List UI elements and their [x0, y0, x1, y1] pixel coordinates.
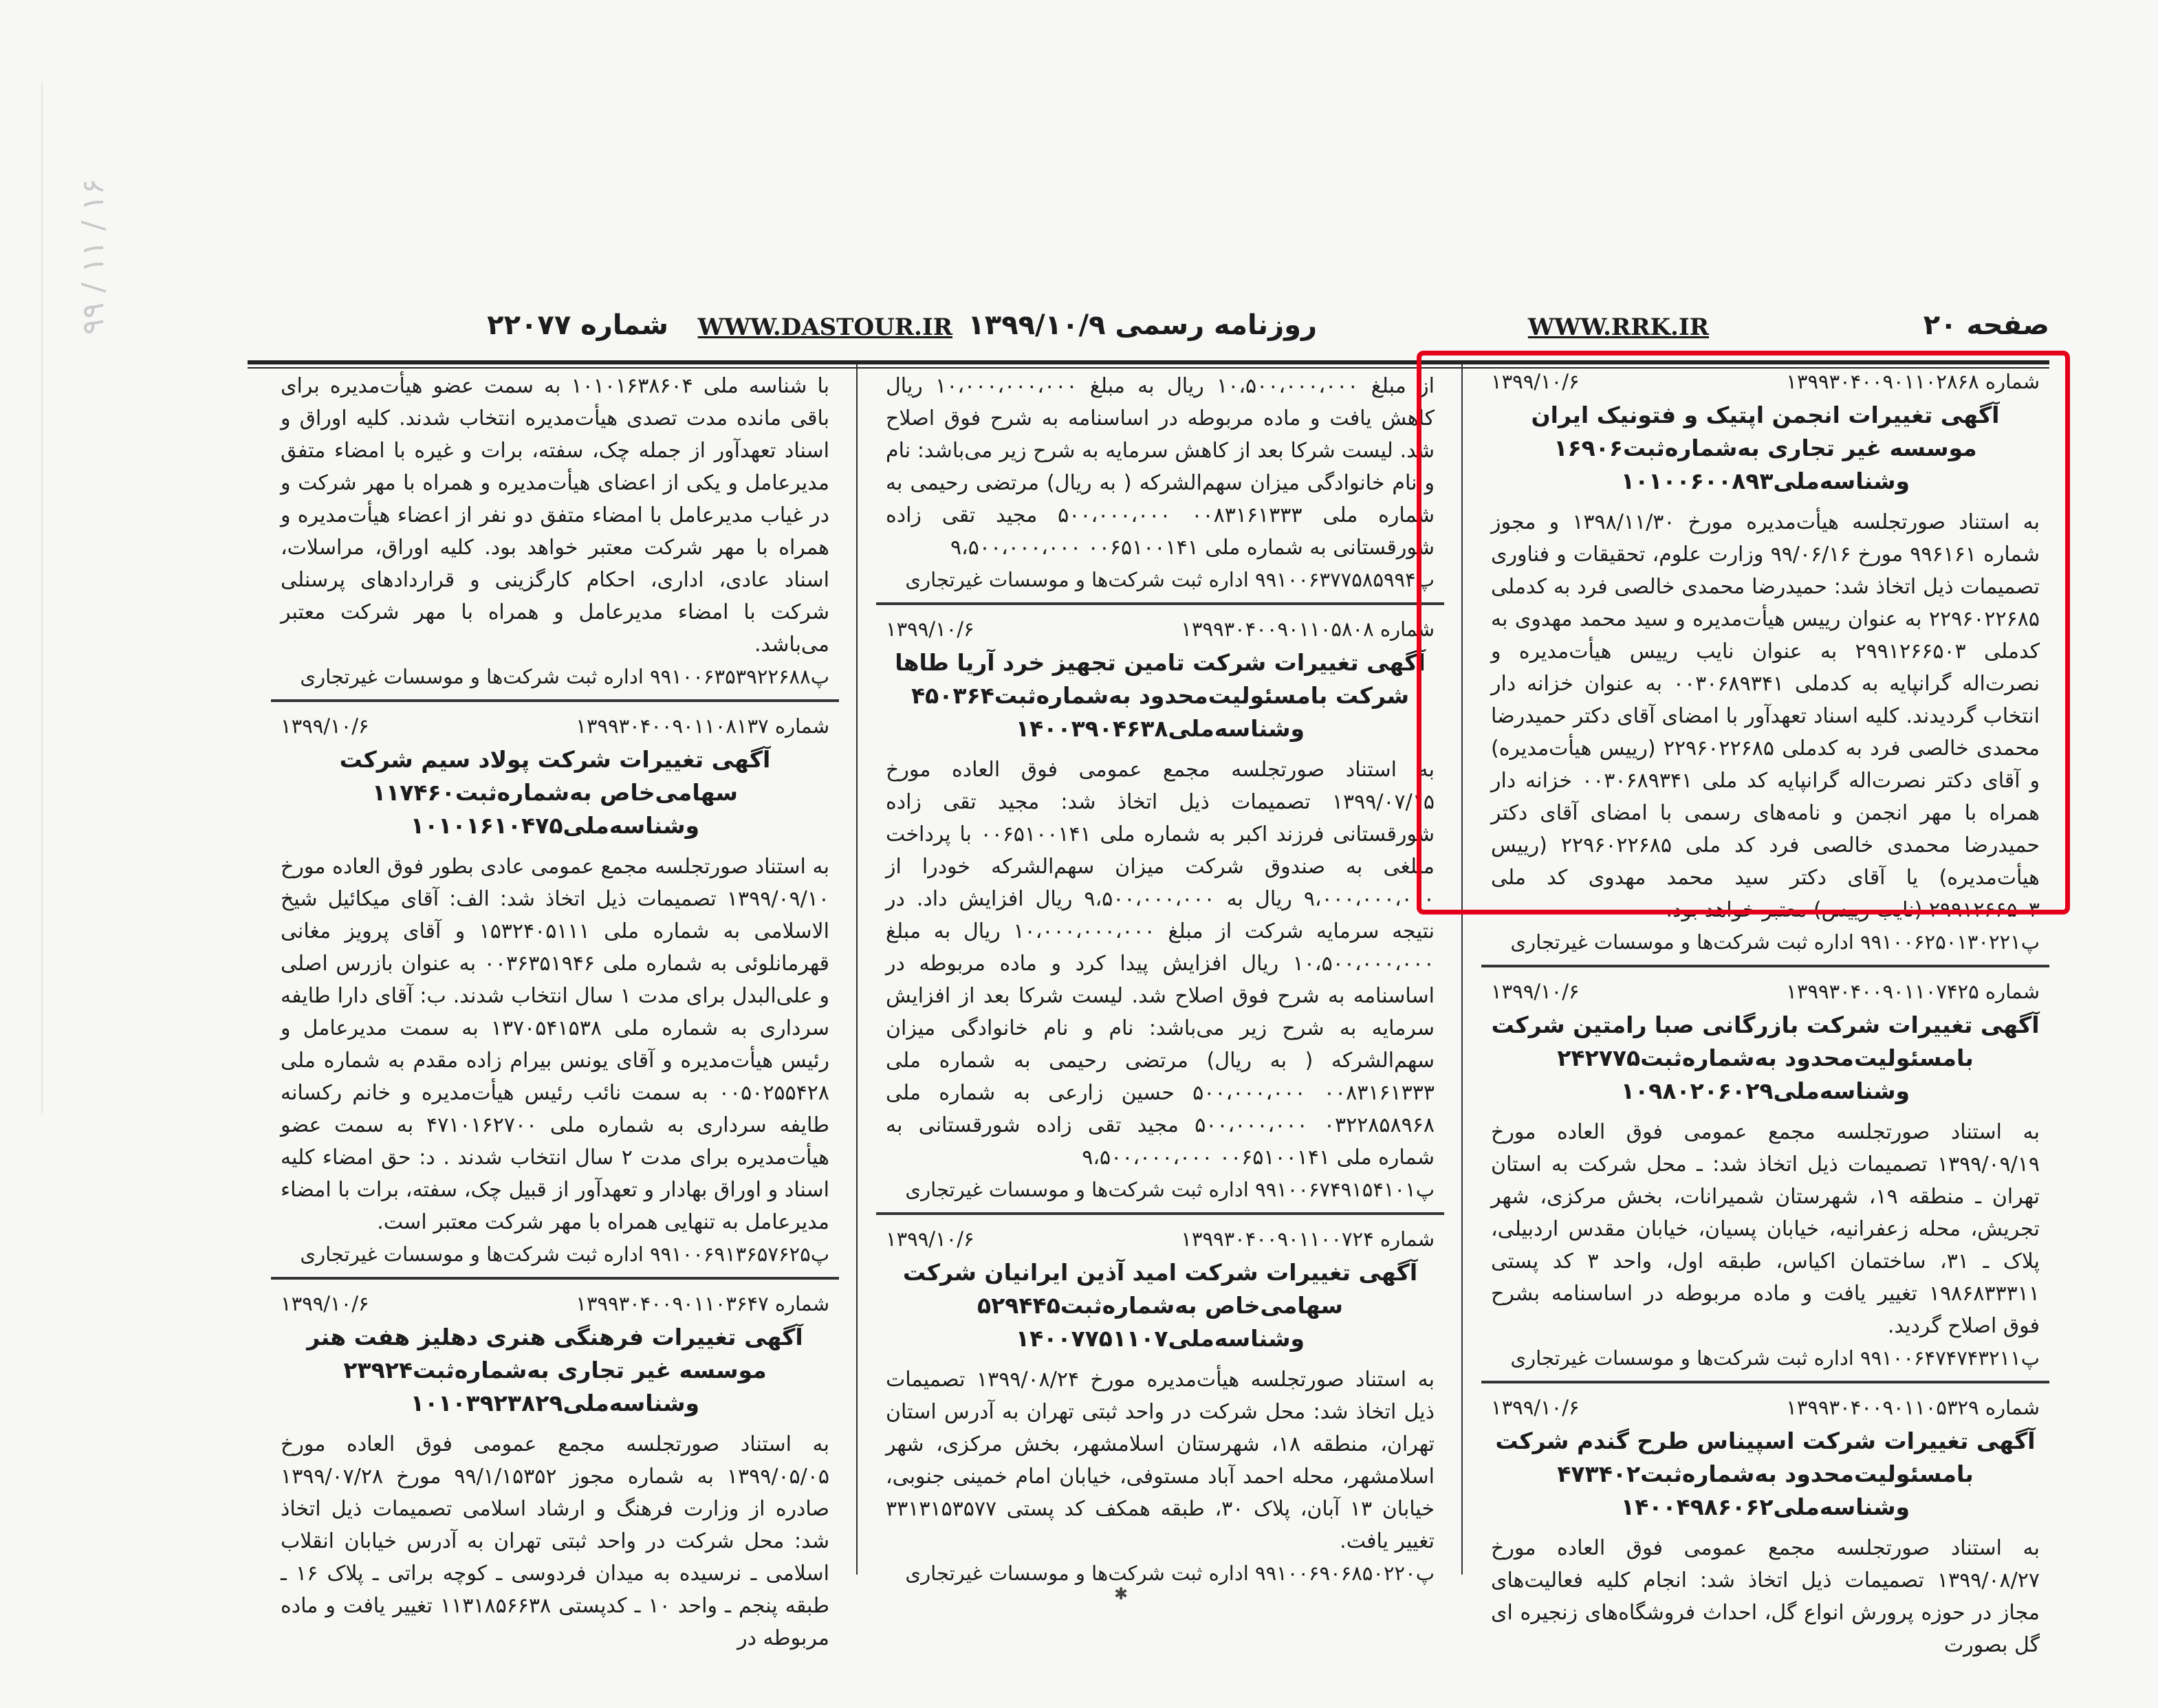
notice-number: شماره ۱۳۹۹۳۰۴۰۰۹۰۱۱۰۳۶۴۷	[576, 1292, 829, 1315]
page-number: صفحه ۲۰	[1923, 309, 2049, 341]
star-mark: ✱	[1114, 1584, 1129, 1603]
notice-body: به استناد صورتجلسه هیأت‌مدیره مورخ ۱۳۹۹/۰۸/۲۴ تصمیمات ذیل اتخاذ شد: محل شرکت در واحد ثبتی تهران به آدرس استان تهران، منطقه ۱۸، شهرستان اسلامشهر، بخش مرکزی، شهر اسلامشهر، محله احمد آباد مستوفی، خیابان امام خمینی جنوبی، خیابان ۱۳ آبان، پلاک ۳۰، طبقه همکف کد پستی ۳۳۱۳۱۵۳۵۷۷ تغییر یافت.	[886, 1368, 1435, 1553]
notice-continued	[876, 364, 1444, 598]
notice-meta	[281, 714, 829, 738]
notice-body: به استناد صورتجلسه مجمع عمومی فوق العاده مورخ ۱۳۹۹/۰۵/۰۵ به شماره مجوز ۹۹/۱/۱۵۳۵۲ مورخ ۱۳۹۹/۰۷/۲۸ صادره از وزارت فرهنگ و ارشاد اسلامی تصمیمات ذیل اتخاذ شد: محل شرکت در واحد ثبتی تهران به آدرس خیابان انقلاب اسلامی ـ نرسیده به میدان فردوسی ـ کوچه براتی ـ پلاک ۱۶ ـ طبقه پنجم ـ واحد ۱۰ ـ کدپستی ۱۱۳۱۸۵۶۶۳۸ تغییر یافت و ماده مربوطه در	[281, 1432, 830, 1650]
notice-number: شماره ۱۳۹۹۳۰۴۰۰۹۰۱۱۰۰۷۲۴	[1181, 1227, 1435, 1251]
notice-footer: پ۹۹۱۰۰۶۲۵۰۱۳۰۲۲۱ اداره ثبت شرکت‌ها و موسسات غیرتجاری	[1510, 930, 2040, 954]
notice-body: از مبلغ ۱۰،۵۰۰،۰۰۰،۰۰۰ ریال به مبلغ ۱۰،۰۰۰،۰۰۰،۰۰۰ ریال کاهش یافت و ماده مربوطه در اساسنامه به شرح فوق اصلاح شد. لیست شرکا بعد از کاهش سرمایه به شرح زیر می‌باشد: نام و نام خانوادگی میزان سهم‌الشرکه ( به ریال) مرتضی رحیمی به شماره ملی ۰۰۸۳۱۶۱۳۳۳ ۵۰۰،۰۰۰،۰۰۰ مجید تقی زاده شورقستانی به شماره ملی ۰۰۶۵۱۰۰۱۴۱ ۹،۵۰۰،۰۰۰،۰۰۰	[886, 374, 1435, 560]
handwritten-margin-note: ۱۶ / ۱۱ / ۹۹	[76, 179, 111, 336]
notice-footer: پ۹۹۱۰۰۶۹۰۶۸۵۰۲۲۰ اداره ثبت شرکت‌ها و موسسات غیرتجاری	[905, 1562, 1435, 1585]
notice-title: آگهی تغییرات شرکت تامین تجهیز خرد آریا طاها شرکت بامسئولیت‌محدود به‌شماره‌ثبت۴۵۰۳۶۴ وشناسه‌ملی۱۴۰۰۳۹۰۴۶۳۸	[895, 649, 1426, 742]
notice-title: آگهی تغییرات انجمن اپتیک و فتونیک ایران موسسه غیر تجاری به‌شماره‌ثبت۱۶۹۰۶ وشناسه‌ملی۱۰۱۰۰۶۰۰۸۹۳	[1531, 402, 2000, 494]
notice	[876, 602, 1444, 1208]
column-2	[876, 364, 1444, 1588]
notice-title: آگهی تغییرات شرکت امید آذین ایرانیان شرکت سهامی‌خاص به‌شماره‌ثبت۵۲۹۴۴۵ وشناسه‌ملی۱۴۰۰۷۷۵۱۱۰۷	[902, 1259, 1418, 1352]
notice-footer: پ۹۹۱۰۰۶۹۱۳۶۵۷۶۲۵ اداره ثبت شرکت‌ها و موسسات غیرتجاری	[300, 1242, 829, 1266]
notice-body: با شناسه ملی ۱۰۱۰۱۶۳۸۶۰۴ به سمت عضو هیأت‌مدیره برای باقی مانده مدت تصدی هیأت‌مدیره انتخاب شدند. کلیه اوراق و اسناد تعهدآور از جمله چک، سفته، برات و غیره با امضاء متفق مدیرعامل و یکی از اعضای هیأت‌مدیره و همراه با مهر شرکت و در غیاب مدیرعامل با امضاء متفق دو نفر از اعضاء هیأت‌مدیره و همراه با مهر شرکت معتبر خواهد بود. کلیه اوراق، مراسلات، اسناد عادی، اداری، احکام کارگزینی و قراردادهای پرسنلی شرکت با امضاء مدیرعامل و همراه با مهر شرکت معتبر می‌باشد.	[281, 374, 829, 657]
notice-footer: پ۹۹۱۰۰۶۷۴۹۱۵۴۱۰۱ اداره ثبت شرکت‌ها و موسسات غیرتجاری	[905, 1178, 1435, 1201]
notice	[1481, 965, 2049, 1377]
notice-body: به استناد صورتجلسه مجمع عمومی فوق العاده مورخ ۱۳۹۹/۰۷/۱۵ تصمیمات ذیل اتخاذ شد: مجید تقی زاده شورقستانی فرزند اکبر به شماره ملی ۰۰۶۵۱۰۰۱۴۱ با پرداخت مبلغی به صندوق شرکت میزان سهم‌الشرکه خودرا از ۹،۰۰۰،۰۰۰،۰۰۰ ریال به ۹،۵۰۰،۰۰۰،۰۰۰ ریال افزایش داد. در نتیجه سرمایه شرکت از مبلغ ۱۰،۰۰۰،۰۰۰،۰۰۰ ریال به مبلغ ۱۰،۵۰۰،۰۰۰،۰۰۰ ریال افزایش پیدا کرد و ماده مربوطه در اساسنامه به شرح فوق اصلاح شد. لیست شرکا بعد از افزایش سرمایه به شرح زیر می‌باشد: نام و نام خانوادگی میزان سهم‌الشرکه ( به ریال) مرتضی رحیمی به شماره ملی ۰۰۸۳۱۶۱۳۳۳ ۵۰۰،۰۰۰،۰۰۰ حسین زارعی به شماره ملی ۰۳۲۲۸۵۸۹۶۸ ۵۰۰،۰۰۰،۰۰۰ مجید تقی زاده شورقستانی به شماره ملی ۰۰۶۵۱۰۰۱۴۱ ۹،۵۰۰،۰۰۰،۰۰۰	[886, 758, 1435, 1170]
notice-number: شماره ۱۳۹۹۳۰۴۰۰۹۰۱۱۰۵۸۰۸	[1181, 617, 1435, 641]
notice-footer: پ۹۹۱۰۰۶۳۵۳۹۲۲۶۸۸ اداره ثبت شرکت‌ها و موسسات غیرتجاری	[300, 665, 829, 688]
notice-date: ۱۳۹۹/۱۰/۶	[886, 1227, 974, 1251]
notice-title: آگهی تغییرات شرکت پولاد سیم شرکت سهامی‌خاص به‌شماره‌ثبت۱۱۷۴۶۰ وشناسه‌ملی۱۰۱۰۱۶۱۰۴۷۵	[339, 746, 771, 839]
page-header	[248, 292, 2049, 360]
notice-number: شماره ۱۳۹۹۳۰۴۰۰۹۰۱۱۰۷۴۲۵	[1786, 980, 2040, 1003]
notice-number: شماره ۱۳۹۹۳۰۴۰۰۹۰۱۱۰۸۱۳۷	[576, 714, 829, 738]
notice-date: ۱۳۹۹/۱۰/۶	[1491, 980, 1580, 1003]
column-divider	[856, 364, 858, 1575]
issue-number: شماره ۲۲۰۷۷	[487, 309, 668, 341]
notice-date: ۱۳۹۹/۱۰/۶	[281, 1292, 369, 1315]
notice-meta	[1491, 980, 2040, 1003]
newspaper-page	[248, 275, 2049, 1657]
notice	[1481, 1381, 2049, 1668]
notice-meta	[886, 617, 1435, 641]
notice-continued	[271, 364, 839, 695]
notice-title: آگهی تغییرات شرکت بازرگانی صبا رامتین شرکت بامسئولیت‌محدود به‌شماره‌ثبت۲۴۲۷۷۵ وشناسه‌ملی۱۰۹۸۰۲۰۶۰۲۹	[1491, 1011, 2040, 1104]
notice-title: آگهی تغییرات شرکت اسپیناس طرح گندم شرکت بامسئولیت‌محدود به‌شماره‌ثبت۴۷۳۴۰۲ وشناسه‌ملی۱۴۰۰۴۹۸۶۰۶۲	[1495, 1427, 2036, 1520]
notice-footer: پ۹۹۱۰۰۶۴۷۴۷۴۳۲۱۱ اداره ثبت شرکت‌ها و موسسات غیرتجاری	[1510, 1346, 2040, 1370]
highlight-box	[1417, 351, 2070, 915]
notice-body: به استناد صورتجلسه هیأت‌مدیره مورخ ۱۳۹۸/۱۱/۳۰ و مجوز شماره ۹۹۶۱۶۱ مورخ ۹۹/۰۶/۱۶ وزارت علوم، تحقیقات و فناوری تصمیمات ذیل اتخاذ شد: حمیدرضا محمدی خالصی فرد به کدملی ۲۲۹۶۰۲۲۶۸۵ به عنوان رییس هیأت‌مدیره و سید محمد مهدوی به کدملی ۲۹۹۱۲۶۶۵۰۳ به عنوان نایب رییس هیأت‌مدیره و نصرت‌اله گرانپایه به کدملی ۰۰۳۰۶۸۹۳۴۱ به عنوان خزانه دار انتخاب گردیدند. کلیه اسناد تعهدآور با امضای آقای دکتر حمیدرضا محمدی خالصی فرد به کدملی ۲۲۹۶۰۲۲۶۸۵ (رییس هیأت‌مدیره) و آقای دکتر نصرت‌اله گرانپایه کد ملی ۰۰۳۰۶۸۹۳۴۱ خزانه دار همراه با مهر انجمن و نامه‌های رسمی با امضای آقای دکتر حمیدرضا محمدی خالصی فرد کد ملی ۲۲۹۶۰۲۲۶۸۵ (رییس هیأت‌مدیره) یا آقای دکتر سید محمد مهدوی کد ملی ۲۹۹۱۲۶۶۵۰۳ (نایب رییس) معتبر خواهد بود.	[1491, 510, 2040, 922]
site-link-rrk[interactable]: WWW.RRK.IR	[1527, 314, 1709, 341]
notice-date: ۱۳۹۹/۱۰/۶	[886, 617, 974, 641]
notice-title: آگهی تغییرات فرهنگی هنری دهلیز هفت هنر موسسه غیر تجاری به‌شماره‌ثبت۲۳۹۲۴ وشناسه‌ملی۱۰۱۰۳۹۲۳۸۲۹	[307, 1324, 803, 1416]
notice	[876, 1212, 1444, 1592]
notice-date: ۱۳۹۹/۱۰/۶	[1491, 370, 1580, 393]
newspaper-date: روزنامه رسمی ۱۳۹۹/۱۰/۹	[968, 309, 1317, 341]
notice-body: به استناد صورتجلسه مجمع عمومی فوق العاده مورخ ۱۳۹۹/۰۹/۱۹ تصمیمات ذیل اتخاذ شد: ـ محل شرکت به استان تهران ـ منطقه ۱۹، شهرستان شمیرانات، بخش مرکزی، شهر تجریش، محله زعفرانیه، خیابان پسیان، خیابان مقدس اردبیلی، پلاک ـ ۳۱، ساختمان اکیاس، طبقه اول، واحد ۳ کد پستی ۱۹۸۶۸۳۳۳۱۱ تغییر یافت و ماده مربوطه در اساسنامه بشرح فوق اصلاح گردید.	[1491, 1120, 2040, 1338]
notice-meta	[886, 1227, 1435, 1251]
notice-date: ۱۳۹۹/۱۰/۶	[1491, 1396, 1580, 1419]
notice	[271, 1277, 839, 1661]
notice-meta	[281, 1292, 829, 1315]
notice-body: به استناد صورتجلسه مجمع عمومی عادی بطور فوق العاده مورخ ۱۳۹۹/۰۹/۱۰ تصمیمات ذیل اتخاذ شد: الف: آقای میکائیل شیخ الاسلامی به شماره ملی ۱۵۳۲۴۰۵۱۱۱ و آقای پرویز مغانی قهرمانلوئی به شماره ملی ۰۰۳۶۳۵۱۹۴۶ به عنوان بازرس اصلی و علی‌البدل برای مدت ۱ سال انتخاب شدند. ب: آقای دارا طایفه سرداری به شماره ملی ۱۳۷۰۵۴۱۵۳۸ به سمت مدیرعامل و رئیس هیأت‌مدیره و آقای یونس بیرام زاده مقدم به شماره ملی ۰۰۵۰۲۵۵۴۲۸ به سمت نائب رئیس هیأت‌مدیره و خانم رکسانه طایفه سرداری به شماره ملی ۴۷۱۰۱۶۲۷۰۰ به سمت عضو هیأت‌مدیره برای مدت ۲ سال انتخاب شدند . د: حق امضاء کلیه اسناد و اوراق بهادار و تعهدآور از قبیل چک، سفته، برات با امضاء مدیرعامل به تنهایی همراه با مهر شرکت معتبر است.	[281, 855, 829, 1234]
notice-body: به استناد صورتجلسه مجمع عمومی فوق العاده مورخ ۱۳۹۹/۰۸/۲۷ تصمیمات ذیل اتخاذ شد: انجام کلیه فعالیت‌های مجاز در حوزه پرورش انواع گل، احداث فروشگاه‌های زنجیره ای گل بصورت	[1491, 1536, 2040, 1657]
notice-meta	[1491, 1396, 2040, 1419]
notice-footer: پ۹۹۱۰۰۶۳۷۷۵۸۵۹۹۴ اداره ثبت شرکت‌ها و موسسات غیرتجاری	[905, 568, 1435, 591]
column-3	[271, 364, 839, 1650]
notice-number: شماره ۱۳۹۹۳۰۴۰۰۹۰۱۱۰۵۳۲۹	[1786, 1396, 2040, 1419]
notice	[271, 699, 839, 1273]
site-link-dastour[interactable]: WWW.DASTOUR.IR	[697, 314, 952, 341]
notice-date: ۱۳۹۹/۱۰/۶	[281, 714, 369, 738]
notice-number: شماره ۱۳۹۹۳۰۴۰۰۹۰۱۱۰۲۸۶۸	[1786, 370, 2040, 393]
